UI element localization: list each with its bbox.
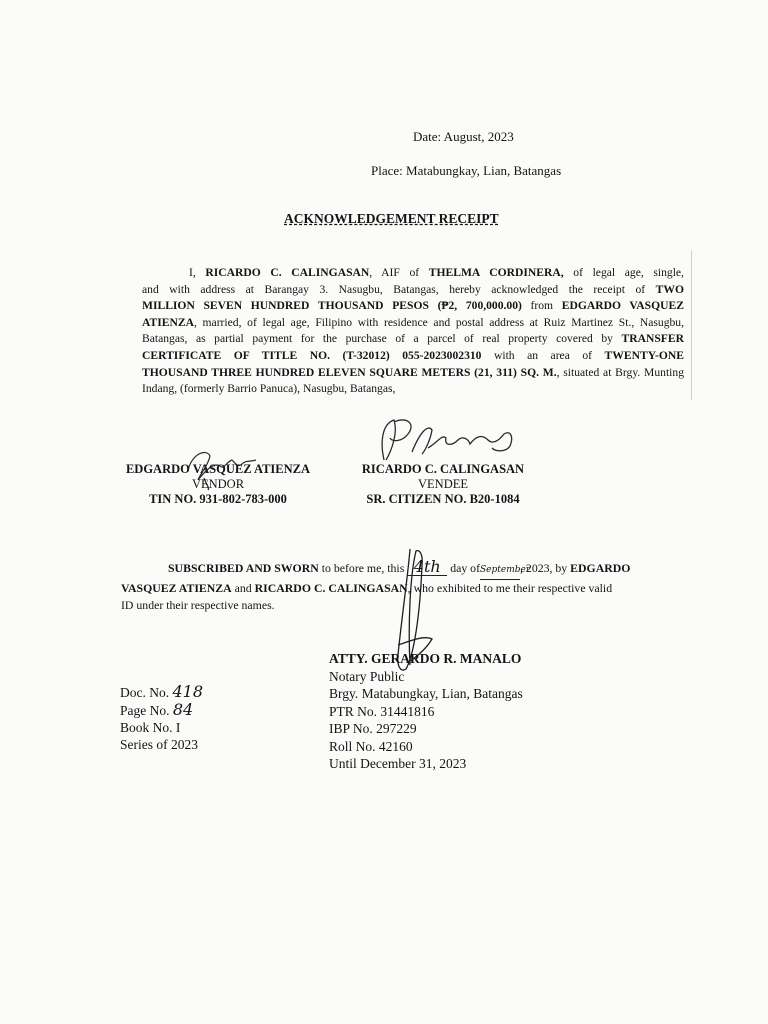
page-no-label: Page No.	[120, 703, 170, 718]
jurat-month: September	[480, 562, 520, 580]
notary-ptr: PTR No. 31441816	[329, 703, 435, 719]
scan-edge-line	[691, 250, 692, 400]
page-no-value: 84	[172, 700, 194, 719]
notary-title: Notary Public	[329, 668, 405, 684]
vendor-name: EDGARDO VASQUEZ ATIENZA	[125, 462, 311, 476]
document-date: Date: August, 2023	[413, 129, 514, 144]
vendee-signature-block	[348, 462, 538, 507]
series-year: Series of 2023	[120, 737, 198, 752]
vendor-role: VENDOR	[191, 477, 245, 491]
document-place: Place: Matabungkay, Lian, Batangas	[371, 163, 562, 178]
notary-commission-until: Until December 31, 2023	[329, 756, 467, 771]
notary-roll: Roll No. 42160	[329, 738, 413, 754]
notary-address: Brgy. Matabungkay, Lian, Batangas	[329, 686, 523, 701]
receipt-body-paragraph: I, RICARDO C. CALINGASAN, AIF of THELMA CORDINERA, of legal age, single, and with address at Barangay 3. Nasugbu, Batangas, hereby acknowledged the receipt of TWO MILLION SEVEN HUNDRED THOUSAND PESOS (₱2, 700,000.00) from EDGARDO VASQUEZ ATIENZA, married, of legal age, Filipino with residence and postal address at Ruiz Martinez St., Nasugbu, Batangas, as partial payment for the purchase of a parcel of real property covered by TRANSFER CERTIFICATE OF TITLE NO. (T-32012) 055-2023002310 with an area of TWENTY-ONE THOUSAND THREE HUNDRED ELEVEN SQUARE METERS (21, 311) SQ. M., situated at Brgy. Munting Indang, (formerly Barrio Panuca), Nasugbu, Batangas,	[142, 266, 684, 396]
vendor-signature-block	[118, 462, 318, 507]
notary-ibp: IBP No. 297229	[329, 721, 417, 736]
amount-received: MILLION SEVEN HUNDRED THOUSAND PESOS (₱2, 700,000.00)	[142, 299, 522, 313]
notary-block	[329, 650, 523, 773]
notarial-register-block	[120, 683, 203, 753]
jurat-paragraph: SUBSCRIBED AND SWORN to before me, this 4th day ofSeptember, 2023, by EDGARDO VASQUEZ ATIENZA and RICARDO C. CALINGASAN, who exhibited to me their respective valid ID under their respective names.	[121, 557, 631, 612]
jurat-day: 4th	[407, 558, 447, 576]
vendee-role: VENDEE	[418, 477, 468, 491]
aif-name: RICARDO C. CALINGASAN	[205, 266, 370, 279]
book-no: Book No. I	[120, 720, 181, 735]
doc-no-value: 418	[172, 682, 204, 701]
principal-name: THELMA CORDINERA,	[428, 266, 564, 279]
notary-name: ATTY. GERARDO R. MANALO	[329, 651, 522, 666]
document-title: ACKNOWLEDGEMENT RECEIPT	[284, 211, 499, 226]
vendee-citizen-id: SR. CITIZEN NO. B20-1084	[366, 492, 520, 506]
doc-no-label: Doc. No.	[120, 685, 170, 700]
vendor-tin: TIN NO. 931-802-783-000	[149, 492, 287, 506]
title-number: CERTIFICATE OF TITLE NO. (T-32012) 055-2023002310	[142, 348, 482, 362]
property-area: THOUSAND THREE HUNDRED ELEVEN SQUARE METERS (21, 311) SQ. M.	[142, 365, 557, 379]
vendee-name: RICARDO C. CALINGASAN	[361, 462, 525, 476]
